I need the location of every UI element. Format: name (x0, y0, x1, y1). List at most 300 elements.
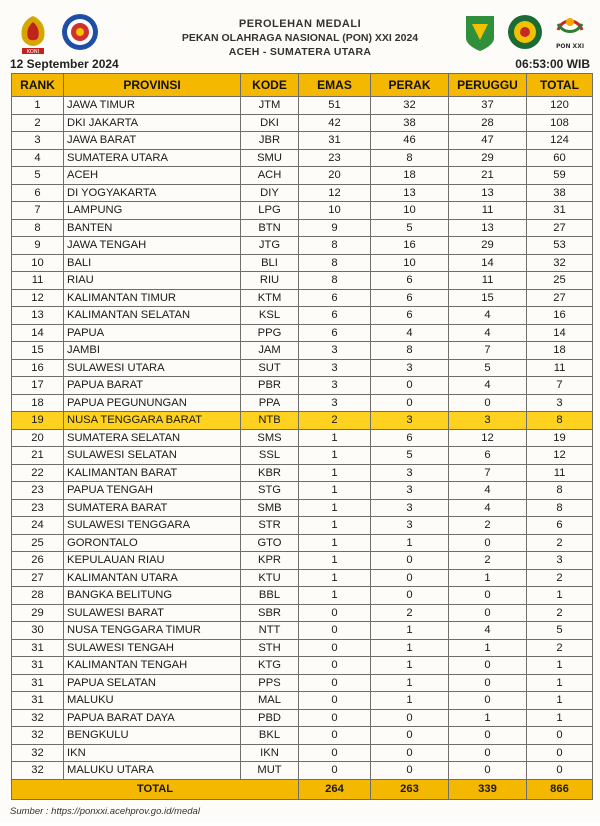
cell-perak: 46 (371, 132, 449, 150)
cell-perunggu: 29 (449, 149, 527, 167)
table-row (12, 744, 593, 762)
cell-perak: 10 (371, 254, 449, 272)
table-row (12, 464, 593, 482)
cell-emas: 1 (299, 499, 371, 517)
cell-kode: IKN (241, 744, 299, 762)
cell-provinsi: JAWA BARAT (64, 132, 241, 150)
cell-perak: 32 (371, 97, 449, 115)
cell-rank: 32 (12, 762, 64, 780)
cell-rank: 25 (12, 534, 64, 552)
cell-rank: 11 (12, 272, 64, 290)
cell-perak: 16 (371, 237, 449, 255)
cell-emas: 1 (299, 569, 371, 587)
table-row (12, 254, 593, 272)
svg-text:PON XXI: PON XXI (555, 43, 585, 50)
table-row (12, 132, 593, 150)
cell-emas: 1 (299, 587, 371, 605)
cell-perunggu: 14 (449, 254, 527, 272)
cell-kode: PPA (241, 394, 299, 412)
cell-rank: 12 (12, 289, 64, 307)
cell-kode: SMB (241, 499, 299, 517)
cell-kode: PBR (241, 377, 299, 395)
cell-perak: 0 (371, 762, 449, 780)
table-row (12, 622, 593, 640)
cell-emas: 3 (299, 342, 371, 360)
cell-perak: 6 (371, 289, 449, 307)
table-row (12, 482, 593, 500)
cell-provinsi: BALI (64, 254, 241, 272)
table-row (12, 447, 593, 465)
cell-provinsi: LAMPUNG (64, 202, 241, 220)
cell-emas: 0 (299, 692, 371, 710)
cell-perunggu: 12 (449, 429, 527, 447)
cell-kode: LPG (241, 202, 299, 220)
cell-emas: 10 (299, 202, 371, 220)
cell-kode: SUT (241, 359, 299, 377)
cell-provinsi: PAPUA (64, 324, 241, 342)
table-row (12, 114, 593, 132)
total-perunggu: 339 (449, 779, 527, 799)
cell-rank: 28 (12, 587, 64, 605)
cell-perunggu: 0 (449, 657, 527, 675)
cell-perunggu: 4 (449, 307, 527, 325)
cell-emas: 1 (299, 482, 371, 500)
cell-kode: NTT (241, 622, 299, 640)
cell-perunggu: 15 (449, 289, 527, 307)
cell-perunggu: 0 (449, 674, 527, 692)
cell-perak: 3 (371, 517, 449, 535)
total-perak: 263 (371, 779, 449, 799)
cell-kode: ACH (241, 167, 299, 185)
cell-kode: MUT (241, 762, 299, 780)
cell-kode: JTG (241, 237, 299, 255)
cell-rank: 19 (12, 412, 64, 430)
cell-perak: 0 (371, 587, 449, 605)
cell-total: 19 (527, 429, 593, 447)
cell-provinsi: KALIMANTAN SELATAN (64, 307, 241, 325)
cell-emas: 1 (299, 464, 371, 482)
cell-rank: 14 (12, 324, 64, 342)
cell-perunggu: 7 (449, 464, 527, 482)
cell-perunggu: 6 (449, 447, 527, 465)
cell-emas: 8 (299, 254, 371, 272)
cell-perak: 0 (371, 394, 449, 412)
cell-kode: KBR (241, 464, 299, 482)
cell-emas: 0 (299, 622, 371, 640)
cell-kode: BLI (241, 254, 299, 272)
cell-emas: 23 (299, 149, 371, 167)
pon-xxi-logo (550, 10, 590, 54)
cell-rank: 31 (12, 674, 64, 692)
cell-perak: 10 (371, 202, 449, 220)
cell-kode: BBL (241, 587, 299, 605)
cell-rank: 31 (12, 639, 64, 657)
cell-perak: 0 (371, 569, 449, 587)
cell-perunggu: 0 (449, 604, 527, 622)
cell-rank: 5 (12, 167, 64, 185)
cell-rank: 22 (12, 464, 64, 482)
cell-provinsi: SULAWESI BARAT (64, 604, 241, 622)
cell-emas: 3 (299, 377, 371, 395)
table-row (12, 727, 593, 745)
cell-total: 0 (527, 744, 593, 762)
cell-emas: 9 (299, 219, 371, 237)
cell-provinsi: ACEH (64, 167, 241, 185)
cell-provinsi: BANTEN (64, 219, 241, 237)
cell-total: 25 (527, 272, 593, 290)
cell-perunggu: 47 (449, 132, 527, 150)
cell-emas: 0 (299, 709, 371, 727)
cell-rank: 29 (12, 604, 64, 622)
cell-total: 8 (527, 412, 593, 430)
cell-provinsi: PAPUA SELATAN (64, 674, 241, 692)
cell-rank: 27 (12, 569, 64, 587)
cell-kode: SMU (241, 149, 299, 167)
cell-perak: 1 (371, 534, 449, 552)
source-footnote: Sumber : https://ponxxi.acehprov.go.id/medal (10, 806, 200, 817)
cell-provinsi: SULAWESI TENGGARA (64, 517, 241, 535)
total-emas: 264 (299, 779, 371, 799)
cell-total: 12 (527, 447, 593, 465)
cell-total: 1 (527, 692, 593, 710)
cell-kode: PPG (241, 324, 299, 342)
cell-total: 31 (527, 202, 593, 220)
table-row (12, 709, 593, 727)
cell-provinsi: JAWA TIMUR (64, 97, 241, 115)
table-row (12, 219, 593, 237)
cell-provinsi: JAMBI (64, 342, 241, 360)
table-row (12, 412, 593, 430)
cell-perunggu: 11 (449, 272, 527, 290)
cell-provinsi: RIAU (64, 272, 241, 290)
cell-emas: 42 (299, 114, 371, 132)
cell-kode: PBD (241, 709, 299, 727)
cell-emas: 2 (299, 412, 371, 430)
cell-total: 59 (527, 167, 593, 185)
cell-perak: 1 (371, 639, 449, 657)
cell-perunggu: 0 (449, 692, 527, 710)
cell-perak: 4 (371, 324, 449, 342)
cell-provinsi: SULAWESI SELATAN (64, 447, 241, 465)
table-row (12, 167, 593, 185)
cell-provinsi: SUMATERA SELATAN (64, 429, 241, 447)
cell-provinsi: KALIMANTAN UTARA (64, 569, 241, 587)
cell-perunggu: 1 (449, 709, 527, 727)
cell-provinsi: PAPUA BARAT DAYA (64, 709, 241, 727)
cell-perak: 0 (371, 552, 449, 570)
cell-perunggu: 0 (449, 587, 527, 605)
cell-rank: 6 (12, 184, 64, 202)
cell-perunggu: 3 (449, 412, 527, 430)
cell-perunggu: 2 (449, 517, 527, 535)
cell-provinsi: SULAWESI UTARA (64, 359, 241, 377)
cell-kode: SSL (241, 447, 299, 465)
cell-perak: 3 (371, 464, 449, 482)
title-line-1: PEROLEHAN MEDALI (238, 18, 362, 30)
table-row (12, 604, 593, 622)
table-row (12, 342, 593, 360)
cell-provinsi: PAPUA TENGAH (64, 482, 241, 500)
cell-provinsi: KALIMANTAN TIMUR (64, 289, 241, 307)
cell-kode: KSL (241, 307, 299, 325)
cell-perak: 18 (371, 167, 449, 185)
cell-emas: 12 (299, 184, 371, 202)
cell-total: 0 (527, 727, 593, 745)
cell-perunggu: 11 (449, 202, 527, 220)
cell-kode: PPS (241, 674, 299, 692)
cell-kode: KTG (241, 657, 299, 675)
cell-kode: NTB (241, 412, 299, 430)
cell-kode: JTM (241, 97, 299, 115)
cell-kode: BKL (241, 727, 299, 745)
cell-emas: 0 (299, 674, 371, 692)
col-header-rank[interactable]: RANK (12, 74, 64, 97)
cell-provinsi: NUSA TENGGARA BARAT (64, 412, 241, 430)
cell-provinsi: KALIMANTAN TENGAH (64, 657, 241, 675)
table-row (12, 237, 593, 255)
cell-total: 3 (527, 394, 593, 412)
title-line-2: PEKAN OLAHRAGA NASIONAL (PON) XXI 2024 (181, 32, 419, 44)
cell-rank: 32 (12, 744, 64, 762)
cell-provinsi: KALIMANTAN BARAT (64, 464, 241, 482)
cell-perak: 2 (371, 604, 449, 622)
table-row (12, 324, 593, 342)
cell-perak: 6 (371, 429, 449, 447)
cell-total: 11 (527, 359, 593, 377)
cell-perak: 5 (371, 219, 449, 237)
table-row (12, 587, 593, 605)
cell-provinsi: SULAWESI TENGAH (64, 639, 241, 657)
cell-kode: STH (241, 639, 299, 657)
cell-emas: 3 (299, 359, 371, 377)
cell-total: 11 (527, 464, 593, 482)
cell-perunggu: 29 (449, 237, 527, 255)
cell-total: 6 (527, 517, 593, 535)
cell-emas: 0 (299, 727, 371, 745)
cell-kode: KTM (241, 289, 299, 307)
cell-rank: 23 (12, 499, 64, 517)
cell-perak: 1 (371, 692, 449, 710)
cell-emas: 1 (299, 429, 371, 447)
cell-perunggu: 5 (449, 359, 527, 377)
table-row (12, 499, 593, 517)
cell-perak: 6 (371, 307, 449, 325)
cell-perak: 3 (371, 499, 449, 517)
cell-rank: 10 (12, 254, 64, 272)
cell-perunggu: 7 (449, 342, 527, 360)
cell-perunggu: 13 (449, 219, 527, 237)
cell-perunggu: 13 (449, 184, 527, 202)
cell-provinsi: BANGKA BELITUNG (64, 587, 241, 605)
cell-perunggu: 0 (449, 744, 527, 762)
cell-provinsi: SUMATERA UTARA (64, 149, 241, 167)
cell-perak: 5 (371, 447, 449, 465)
aceh-logo (462, 14, 498, 52)
cell-emas: 51 (299, 97, 371, 115)
col-header-provinsi[interactable]: PROVINSI (64, 74, 241, 97)
cell-kode: STG (241, 482, 299, 500)
table-header-row (12, 74, 593, 97)
cell-total: 27 (527, 289, 593, 307)
cell-kode: RIU (241, 272, 299, 290)
table-row (12, 289, 593, 307)
cell-provinsi: IKN (64, 744, 241, 762)
cell-perunggu: 4 (449, 377, 527, 395)
table-row (12, 657, 593, 675)
cell-provinsi: JAWA TENGAH (64, 237, 241, 255)
cell-perunggu: 4 (449, 622, 527, 640)
cell-kode: JBR (241, 132, 299, 150)
cell-perunggu: 28 (449, 114, 527, 132)
cell-provinsi: MALUKU UTARA (64, 762, 241, 780)
table-row (12, 377, 593, 395)
cell-emas: 0 (299, 604, 371, 622)
cell-kode: GTO (241, 534, 299, 552)
cell-rank: 9 (12, 237, 64, 255)
cell-total: 2 (527, 569, 593, 587)
report-date: 12 September 2024 (10, 57, 119, 71)
cell-rank: 7 (12, 202, 64, 220)
cell-emas: 1 (299, 517, 371, 535)
cell-perunggu: 37 (449, 97, 527, 115)
cell-emas: 6 (299, 307, 371, 325)
table-row (12, 149, 593, 167)
total-total: 866 (527, 779, 593, 799)
cell-kode: BTN (241, 219, 299, 237)
table-row (12, 184, 593, 202)
cell-rank: 1 (12, 97, 64, 115)
cell-provinsi: GORONTALO (64, 534, 241, 552)
cell-provinsi: MALUKU (64, 692, 241, 710)
cell-emas: 0 (299, 639, 371, 657)
cell-rank: 24 (12, 517, 64, 535)
cell-perak: 0 (371, 377, 449, 395)
cell-perak: 1 (371, 657, 449, 675)
total-row (12, 779, 593, 799)
cell-total: 60 (527, 149, 593, 167)
col-header-kode[interactable]: KODE (241, 74, 299, 97)
cell-rank: 4 (12, 149, 64, 167)
cell-provinsi: DI YOGYAKARTA (64, 184, 241, 202)
cell-total: 2 (527, 604, 593, 622)
cell-rank: 13 (12, 307, 64, 325)
cell-total: 108 (527, 114, 593, 132)
cell-rank: 32 (12, 727, 64, 745)
cell-total: 53 (527, 237, 593, 255)
svg-text:KONI: KONI (26, 49, 40, 55)
cell-perak: 0 (371, 709, 449, 727)
col-header-perak[interactable]: PERAK (371, 74, 449, 97)
cell-rank: 8 (12, 219, 64, 237)
cell-total: 32 (527, 254, 593, 272)
table-row (12, 569, 593, 587)
table-row (12, 394, 593, 412)
cell-perak: 0 (371, 744, 449, 762)
medal-table (11, 73, 593, 800)
cell-rank: 2 (12, 114, 64, 132)
sumut-logo (506, 12, 544, 52)
cell-perunggu: 1 (449, 639, 527, 657)
cell-perak: 3 (371, 412, 449, 430)
table-row (12, 762, 593, 780)
cell-total: 8 (527, 499, 593, 517)
cell-total: 2 (527, 534, 593, 552)
col-header-perunggu[interactable]: PERUGGU (449, 74, 527, 97)
cell-rank: 31 (12, 657, 64, 675)
cell-total: 0 (527, 762, 593, 780)
cell-emas: 8 (299, 237, 371, 255)
cell-rank: 17 (12, 377, 64, 395)
cell-rank: 3 (12, 132, 64, 150)
cell-total: 1 (527, 657, 593, 675)
table-row (12, 552, 593, 570)
cell-emas: 8 (299, 272, 371, 290)
table-row (12, 639, 593, 657)
cell-total: 38 (527, 184, 593, 202)
cell-provinsi: PAPUA PEGUNUNGAN (64, 394, 241, 412)
table-row (12, 202, 593, 220)
table-row (12, 272, 593, 290)
cell-emas: 1 (299, 447, 371, 465)
table-row (12, 307, 593, 325)
cell-total: 7 (527, 377, 593, 395)
bottom-strip (0, 822, 600, 826)
cell-rank: 21 (12, 447, 64, 465)
koni-logo (14, 12, 52, 56)
cell-perunggu: 0 (449, 534, 527, 552)
cell-kode: MAL (241, 692, 299, 710)
cell-emas: 0 (299, 744, 371, 762)
cell-perak: 0 (371, 727, 449, 745)
cell-total: 120 (527, 97, 593, 115)
cell-rank: 32 (12, 709, 64, 727)
cell-total: 18 (527, 342, 593, 360)
cell-perak: 1 (371, 622, 449, 640)
col-header-total[interactable]: TOTAL (527, 74, 593, 97)
cell-kode: SBR (241, 604, 299, 622)
cell-rank: 23 (12, 482, 64, 500)
cell-rank: 16 (12, 359, 64, 377)
cell-perunggu: 21 (449, 167, 527, 185)
cell-perak: 3 (371, 359, 449, 377)
cell-perak: 3 (371, 482, 449, 500)
cell-total: 16 (527, 307, 593, 325)
cell-perunggu: 1 (449, 569, 527, 587)
table-row (12, 429, 593, 447)
page-header (0, 0, 600, 74)
cell-provinsi: PAPUA BARAT (64, 377, 241, 395)
cell-emas: 20 (299, 167, 371, 185)
cell-total: 2 (527, 639, 593, 657)
col-header-emas[interactable]: EMAS (299, 74, 371, 97)
cell-perak: 8 (371, 342, 449, 360)
cell-total: 27 (527, 219, 593, 237)
table-row (12, 674, 593, 692)
cell-rank: 31 (12, 692, 64, 710)
cell-provinsi: BENGKULU (64, 727, 241, 745)
cell-emas: 1 (299, 534, 371, 552)
cell-emas: 1 (299, 552, 371, 570)
cell-emas: 3 (299, 394, 371, 412)
cell-provinsi: DKI JAKARTA (64, 114, 241, 132)
kemenpora-logo (60, 12, 100, 52)
cell-rank: 15 (12, 342, 64, 360)
cell-total: 1 (527, 674, 593, 692)
cell-rank: 30 (12, 622, 64, 640)
cell-total: 1 (527, 709, 593, 727)
cell-perunggu: 0 (449, 727, 527, 745)
table-row (12, 359, 593, 377)
